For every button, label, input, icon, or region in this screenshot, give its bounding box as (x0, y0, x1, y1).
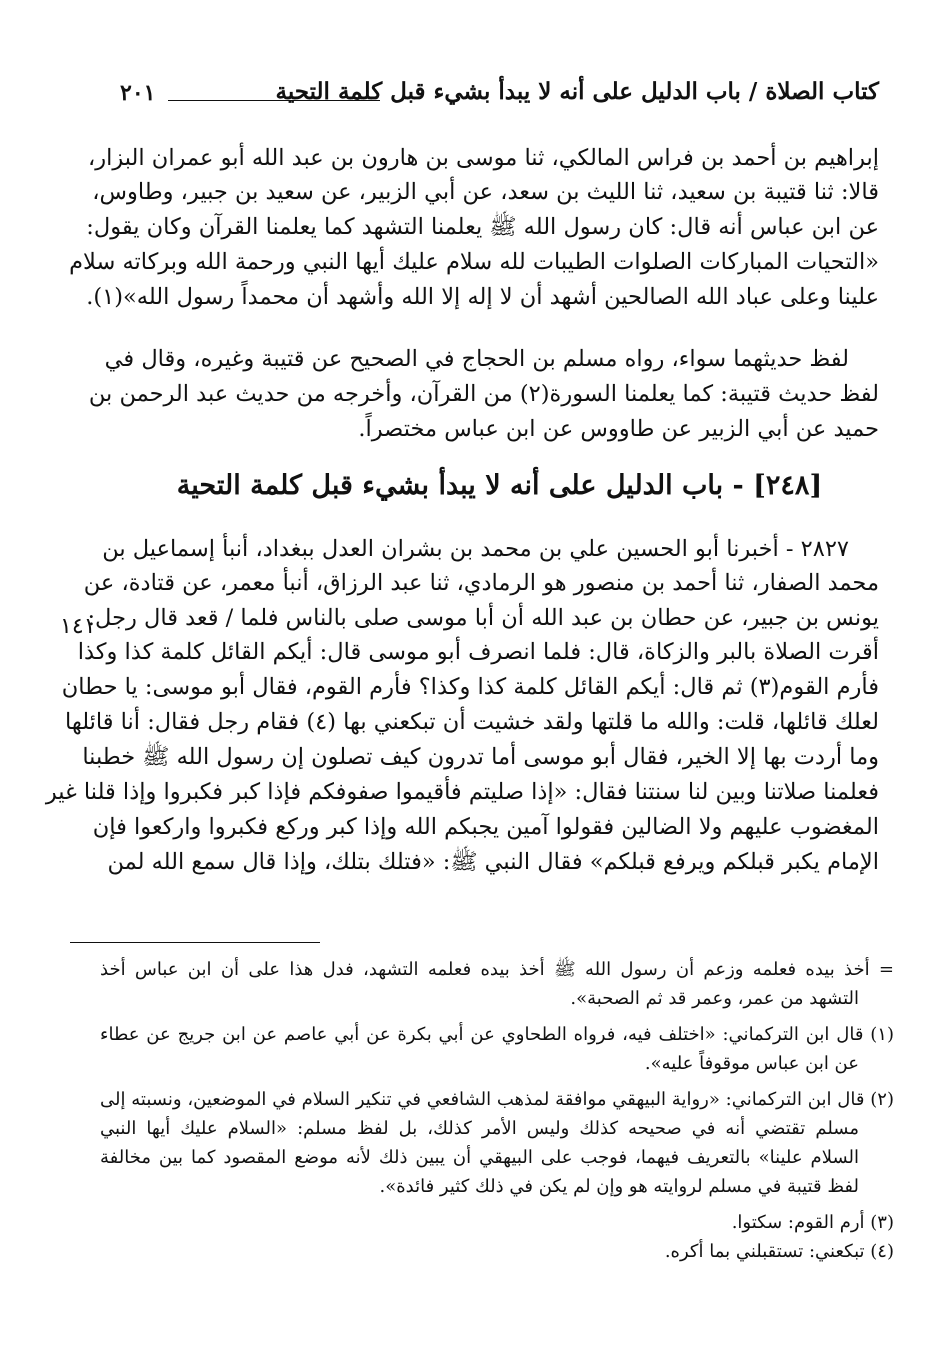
hadith-line: يونس بن جبير، عن حطان بن عبد الله أن أبا موسى صلى بالناس فلما / قعد قال رجل: (87, 605, 879, 631)
hadith-line: فأرم القوم(٣) ثم قال: أيكم القائل كلمة كذا وكذا؟ فأرم القوم، فقال أبو موسى: يا حطان (61, 674, 879, 700)
footnote-line: لفظ قتيبة في مسلم لروايته هو وإن لم يكن في ذلك كثير فائدة». (379, 1176, 859, 1197)
footnote-line: (٤) تبكعني: تستقبلني بما أكره. (664, 1241, 894, 1262)
footnote-line: مسلم تقتضي أنه في صحيحه كذلك وليس الأمر كذلك، بل لفظ مسلم: «السلام عليك أيها النبي (100, 1118, 859, 1139)
footnote-line: (١) قال ابن التركماني: «اختلف فيه، فرواه الطحاوي عن أبي بكرة عن أبي عاصم عن ابن جريج عن عطاء (100, 1024, 894, 1045)
hadith-line: محمد الصفار، ثنا أحمد بن منصور هو الرمادي، ثنا عبد الرزاق، أنبأ معمر، عن قتادة، عن (83, 570, 879, 596)
hadith-line: أقرت الصلاة بالبر والزكاة، قال: فلما انصرف أبو موسى قال: أيكم القائل كلمة كذا وكذا (77, 639, 879, 665)
body-line: لفظ حديث قتيبة: كما يعلمنا السورة(٢) من القرآن، وأخرجه من حديث عبد الرحمن بن (88, 381, 879, 407)
footnote-line: (٢) قال ابن التركماني: «رواية البيهقي موافقة لمذهب الشافعي في تنكير السلام في الموضعين، ونسبته إلى (100, 1089, 894, 1110)
body-line: إبراهيم بن أحمد بن فراس المالكي، ثنا موسى بن هارون بن عبد الله أبو عمران البزار، (87, 145, 879, 171)
body-line: قالا: ثنا قتيبة بن سعيد، ثنا الليث بن سعد، عن أبي الزبير، عن سعيد بن جبير، وطاوس، (92, 179, 879, 205)
body-line: «التحيات المباركات الصلوات الطيبات لله سلام عليك أيها النبي ورحمة الله وبركاته سلام (69, 249, 879, 275)
body-line: عن ابن عباس أنه قال: كان رسول الله ﷺ يعلمنا التشهد كما يعلمنا القرآن وكان يقول: (86, 214, 879, 240)
body-line: لفظ حديثهما سواء، رواه مسلم بن الحجاج في الصحيح عن قتيبة وغيره، وقال في (104, 346, 849, 372)
body-line: حميد عن أبي الزبير عن طاووس عن ابن عباس مختصراً. (358, 416, 879, 442)
footnote-rule (70, 942, 320, 943)
footnote-line: عن ابن عباس موقوفاً عليه». (644, 1053, 859, 1074)
footnote-line: التشهد من عمر، وعمر قد ثم الصحبة». (570, 988, 859, 1009)
hadith-line: فعلمنا صلاتنا وبين لنا سنتنا فقال: «إذا صليتم فأقيموا صفوفكم فإذا كبر فكبروا وإذا قلنا غير (45, 779, 879, 805)
footnote-line: = أخذ بيده فعلمه وزعم أن رسول الله ﷺ أخذ بيده فعلمه التشهد، فدل هذا على أن ابن عباس أخذ (100, 959, 894, 980)
header-title: كتاب الصلاة / باب الدليل على أنه لا يبدأ بشيء قبل كلمة التحية (275, 78, 879, 105)
hadith-line: لعلك قائلها، قلت: والله ما قلتها ولقد خشيت أن تبكعني بها (٤) فقام رجل فقال: أنا قائلها (64, 709, 879, 735)
page-number: ٢٠١ (120, 80, 156, 106)
running-header (120, 78, 879, 118)
hadith-line: وما أردت بها إلا الخير، فقال أبو موسى أما تدرون كيف تصلون إن رسول الله ﷺ خطبنا (82, 744, 879, 770)
footnote-line: السلام علينا» بالتعريف فيهما، فوجب على البيهقي أن يبين ذلك لأنه موضع المقصود كما بين مخالفة (100, 1147, 859, 1168)
hadith-line: ٢٨٢٧ - أخبرنا أبو الحسين علي بن محمد بن بشران العدل ببغداد، أنبأ إسماعيل بن (102, 536, 849, 562)
chapter-heading: [٢٤٨] - باب الدليل على أنه لا يبدأ بشيء قبل كلمة التحية (176, 470, 823, 501)
header-rule (168, 100, 380, 101)
hadith-line: الإمام يكبر قبلكم ويرفع قبلكم» فقال النبي ﷺ: «فتلك بتلك، وإذا قال سمع الله لمن (107, 849, 879, 875)
body-line: علينا وعلى عباد الله الصالحين أشهد أن لا إله إلا الله وأشهد أن محمداً رسول الله»(١). (86, 284, 879, 310)
margin-number: ١٤١ (60, 614, 96, 639)
footnote-line: (٣) أرم القوم: سكتوا. (731, 1212, 894, 1233)
hadith-line: المغضوب عليهم ولا الضالين فقولوا آمين يجبكم الله وإذا كبر وركع فكبروا واركعوا فإن (92, 814, 879, 840)
